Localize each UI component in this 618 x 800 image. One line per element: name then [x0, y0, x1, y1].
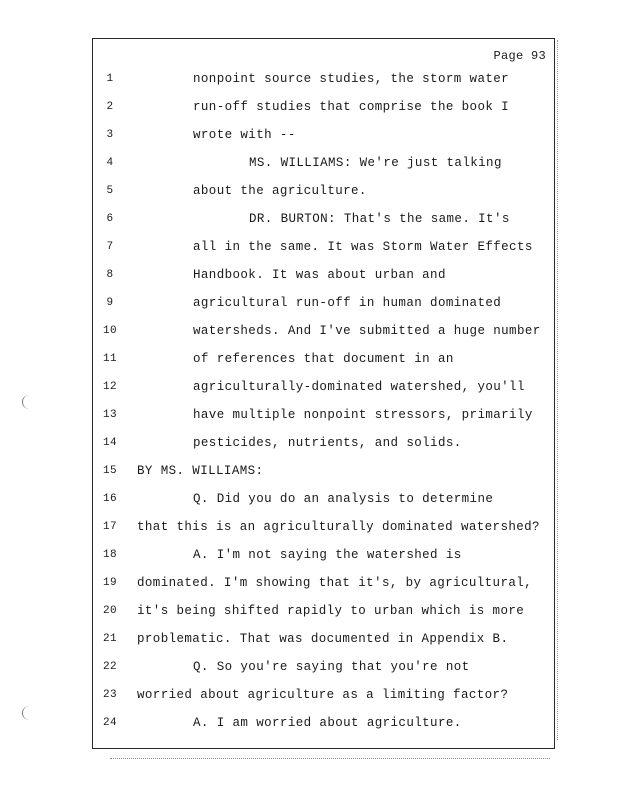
line-text: it's being shifted rapidly to urban which is more — [137, 604, 525, 618]
line-text: nonpoint source studies, the storm water — [193, 72, 510, 86]
transcript-line — [93, 177, 554, 205]
line-text: MS. WILLIAMS: We're just talking — [249, 156, 502, 170]
transcript-line — [93, 65, 554, 93]
line-text: wrote with -- — [193, 128, 296, 142]
line-text: have multiple nonpoint stressors, primarily — [193, 408, 533, 422]
line-number: 16 — [102, 493, 117, 505]
line-number: 14 — [102, 437, 117, 449]
transcript-line — [93, 625, 554, 653]
line-number: 8 — [106, 269, 114, 281]
scan-edge-mark — [557, 40, 559, 740]
transcript-line — [93, 93, 554, 121]
line-number: 12 — [102, 381, 117, 393]
transcript-line — [93, 121, 554, 149]
transcript-line — [93, 569, 554, 597]
scan-mark — [22, 706, 37, 720]
line-number: 21 — [102, 633, 117, 645]
transcript-line — [93, 261, 554, 289]
transcript-line — [93, 457, 554, 485]
line-text: worried about agriculture as a limiting factor? — [137, 688, 509, 702]
transcript-line — [93, 233, 554, 261]
line-text: pesticides, nutrients, and solids. — [193, 436, 462, 450]
transcript-line — [93, 345, 554, 373]
line-number: 18 — [102, 549, 117, 561]
transcript-line — [93, 373, 554, 401]
line-text: agriculturally-dominated watershed, you'll — [193, 380, 525, 394]
line-text: Handbook. It was about urban and — [193, 268, 446, 282]
line-text: A. I am worried about agriculture. — [193, 716, 462, 730]
line-text: about the agriculture. — [193, 184, 367, 198]
line-text: all in the same. It was Storm Water Effects — [193, 240, 533, 254]
transcript-line — [93, 513, 554, 541]
line-text: problematic. That was documented in Appendix B. — [137, 632, 509, 646]
transcript-line — [93, 429, 554, 457]
line-text: that this is an agriculturally dominated watershed? — [137, 520, 540, 534]
line-text: BY MS. WILLIAMS: — [137, 464, 264, 478]
line-number: 3 — [106, 129, 114, 141]
transcript-line — [93, 401, 554, 429]
transcript-line — [93, 597, 554, 625]
line-number: 15 — [102, 465, 117, 477]
line-number: 6 — [106, 213, 114, 225]
line-number: 10 — [102, 325, 117, 337]
line-text: agricultural run-off in human dominated — [193, 296, 502, 310]
line-number: 2 — [106, 101, 114, 113]
line-text: DR. BURTON: That's the same. It's — [249, 212, 510, 226]
transcript-page — [92, 38, 555, 749]
line-number: 7 — [106, 241, 114, 253]
line-text: Q. Did you do an analysis to determine — [193, 492, 494, 506]
transcript-line — [93, 541, 554, 569]
transcript-line — [93, 317, 554, 345]
scan-bottom-mark — [110, 756, 550, 759]
scan-mark — [22, 395, 37, 409]
page-number: Page 93 — [493, 49, 546, 63]
line-text: A. I'm not saying the watershed is — [193, 548, 462, 562]
line-number: 9 — [106, 297, 114, 309]
line-number: 13 — [102, 409, 117, 421]
transcript-line — [93, 653, 554, 681]
line-text: of references that document in an — [193, 352, 454, 366]
line-number: 5 — [106, 185, 114, 197]
line-number: 4 — [106, 157, 114, 169]
line-number: 19 — [102, 577, 117, 589]
line-text: watersheds. And I've submitted a huge number — [193, 324, 541, 338]
line-text: dominated. I'm showing that it's, by agricultural, — [137, 576, 533, 590]
transcript-line — [93, 485, 554, 513]
transcript-line — [93, 205, 554, 233]
transcript-line — [93, 709, 554, 737]
line-number: 20 — [102, 605, 117, 617]
line-text: run-off studies that comprise the book I — [193, 100, 510, 114]
line-number: 11 — [102, 353, 117, 365]
line-number: 17 — [102, 521, 117, 533]
line-number: 23 — [102, 689, 117, 701]
transcript-line — [93, 149, 554, 177]
line-text: Q. So you're saying that you're not — [193, 660, 470, 674]
transcript-lines — [93, 65, 554, 737]
line-number: 24 — [102, 717, 117, 729]
transcript-line — [93, 289, 554, 317]
line-number: 22 — [102, 661, 117, 673]
transcript-line — [93, 681, 554, 709]
line-number: 1 — [106, 73, 114, 85]
